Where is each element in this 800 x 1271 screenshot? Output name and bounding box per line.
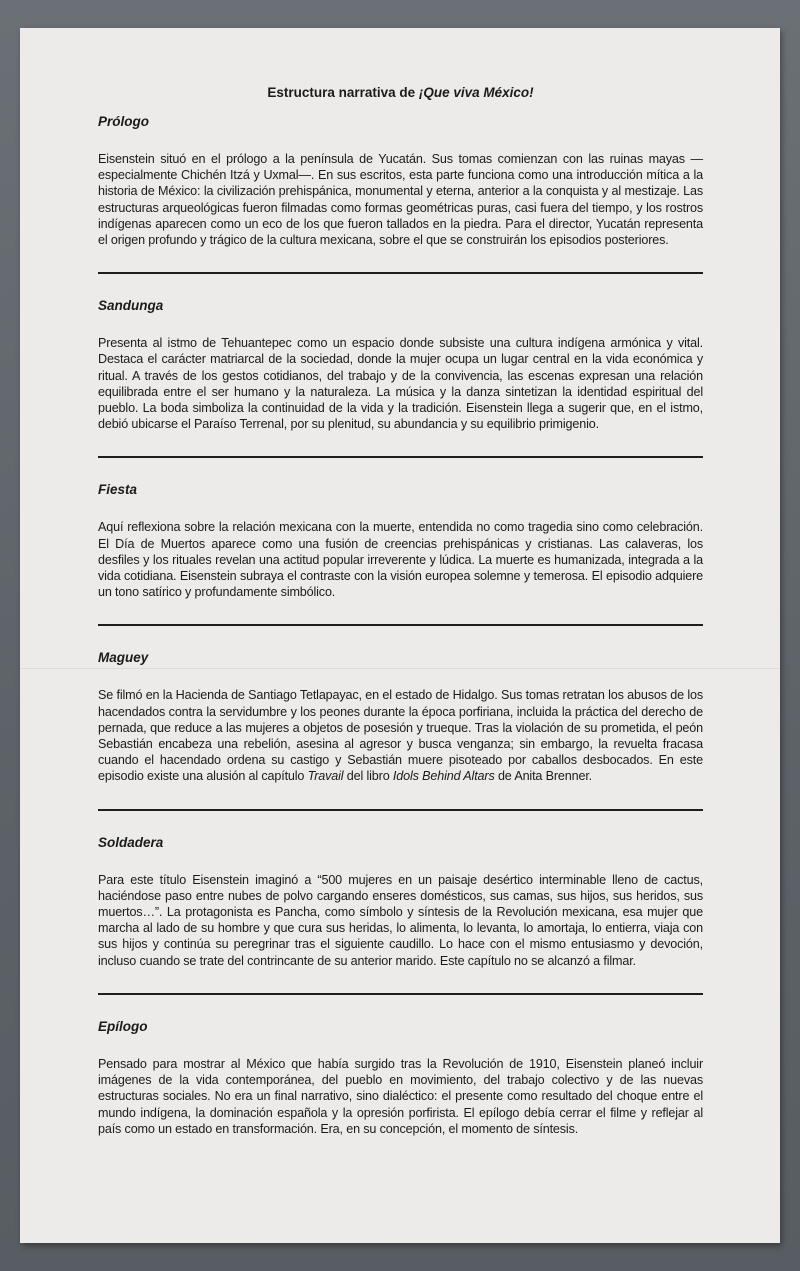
panel-content <box>98 85 703 1137</box>
section-soldadera <box>98 835 703 969</box>
section-divider <box>98 993 703 995</box>
section-body: Presenta al istmo de Tehuantepec como un espacio donde subsiste una cultura indígena armónica y vital. Destaca el carácter matriarcal de la sociedad, donde la mujer ocupa un lugar central en la vida económica y ritual. A través de los gestos cotidianos, del trabajo y de la convivencia, las escenas expresan una relación equilibrada entre el ser humano y la naturaleza. La música y la danza sintetizan la identidad espiritual del pueblo. La boda simboliza la continuidad de la vida y la tradición. Eisenstein llega a sugerir que, en el istmo, debió ubicarse el Paraíso Terrenal, por su plenitud, su abundancia y su equilibrio primigenio. <box>98 336 703 432</box>
section-body: Pensado para mostrar al México que había surgido tras la Revolución de 1910, Eisenstein planeó incluir imágenes de la vida contemporánea, del pueblo en movimiento, del trabajo colectivo y de las nuevas estructuras sociales. No era un final narrativo, sino dialéctico: el presente como resultado del choque entre el mundo indígena, la dominación española y la opresión porfirista. El epílogo debía cerrar el filme y reflejar al país como un estado en transformación. Era, en su concepción, el momento de síntesis. <box>98 1056 703 1136</box>
exhibition-panel <box>20 28 780 1243</box>
section-sandunga <box>98 298 703 432</box>
section-fiesta <box>98 482 703 600</box>
section-title: Soldadera <box>98 834 164 850</box>
section-title: Prólogo <box>98 114 149 129</box>
body-text: Se filmó en la Hacienda de Santiago Tetlapayac, en el estado de Hidalgo. Sus tomas retratan los abusos de los hacendados contra la servidumbre y los peones durante la época porfiriana, incluida la práctica del derecho de pernada, que reduce a las mujeres a objetos de posesión y trueque. Tras la violación de su prometida, el peón Sebastián encabeza una rebelión, asesina al agresor y busca venganza; sin embargo, la revuelta fracasa cuando el hacendado ordena su castigo y Sebastián muere pisoteado por caballos desbocados. En este episodio existe una alusión al capítulo <box>98 688 703 784</box>
section-title: Maguey <box>98 650 149 666</box>
section-prologo <box>98 114 703 248</box>
section-body: Para este título Eisenstein imaginó a “500 mujeres en un paisaje desértico interminable lleno de cactus, haciéndose paso entre nubes de polvo cargando enseres domésticos, sus camas, sus hijos, sus heridos, sus muertos…”. La protagonista es Pancha, como símbolo y síntesis de la Revolución mexicana, esa mujer que marcha al lado de su hombre y que cura sus heridas, lo alimenta, lo levanta, lo amortaja, lo entierra, viaja con sus hijos y continúa su peregrinar tras el siguiente caudillo. Lo hace con el mismo entusiasmo y devoción, incluso cuando se trate del contrincante de su anterior marido. Este capítulo no se alcanzó a filmar. <box>98 872 703 968</box>
document-title <box>98 85 703 100</box>
section-epilogo <box>98 1019 703 1137</box>
section-divider <box>98 624 703 626</box>
section-divider <box>98 272 703 274</box>
book-reference: Idols Behind Altars <box>392 769 495 784</box>
chapter-reference: Travail <box>307 769 344 784</box>
body-text: del libro <box>343 769 393 784</box>
section-title: Epílogo <box>98 1018 148 1034</box>
section-body: Aquí reflexiona sobre la relación mexicana con la muerte, entendida no como tragedia sino como celebración. El Día de Muertos aparece como una fusión de creencias prehispánicas y cristianas. Las calaveras, los desfiles y los rituales revelan una actitud popular irreverente y lúdica. La muerte es humanizada, integrada a la vida cotidiana. Eisenstein subraya el contraste con la visión europea solemne y temerosa. El episodio adquiere un tono satírico y profundamente simbólico. <box>98 520 703 600</box>
section-maguey <box>98 650 703 784</box>
section-divider <box>98 456 703 458</box>
section-title: Fiesta <box>98 482 138 498</box>
section-body: Eisenstein situó en el prólogo a la península de Yucatán. Sus tomas comienzan con las ruinas mayas —especialmente Chichén Itzá y Uxmal—. En sus escritos, esta parte funciona como una introducción mítica a la historia de México: la civilización prehispánica, monumental y eterna, anterior a la conquista y al mestizaje. Las estructuras arqueológicas fueron filmadas como formas geométricas puras, casi fuera del tiempo, y los rostros indígenas aparecen como un eco de los que fueron tallados en la piedra. Para el director, Yucatán representa el origen profundo y trágico de la cultura mexicana, sobre el que se construirán los episodios posteriores. <box>98 152 703 248</box>
body-text: de Anita Brenner. <box>494 769 593 784</box>
section-title: Sandunga <box>98 298 164 314</box>
section-body <box>98 687 703 784</box>
title-prefix: Estructura narrativa de <box>267 85 419 100</box>
section-divider <box>98 809 703 811</box>
title-film: ¡Que viva México! <box>418 85 534 100</box>
